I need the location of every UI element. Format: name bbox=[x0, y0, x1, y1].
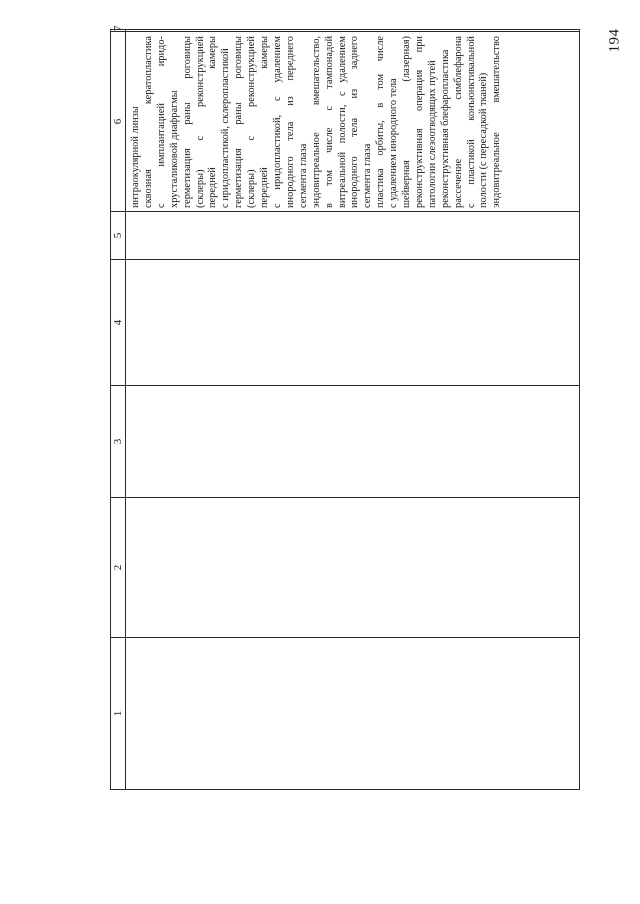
column-number-7: 7 bbox=[112, 25, 124, 31]
procedure-line: шейверная (лазерная) bbox=[401, 36, 413, 208]
procedure-line: инородного тела из заднего bbox=[349, 36, 361, 208]
procedure-line: герметизация раны роговицы bbox=[233, 36, 245, 208]
procedure-line: с пластикой конъюнктивальной bbox=[465, 36, 477, 208]
procedure-lines bbox=[130, 36, 504, 208]
procedure-line: с удалением инородного тела bbox=[388, 78, 400, 208]
column-number-6: 6 bbox=[111, 32, 126, 212]
column-number-1: 1 bbox=[111, 638, 126, 790]
procedure-line: передней камеры bbox=[259, 36, 271, 208]
column-number-row bbox=[111, 30, 126, 790]
procedure-line: передней камеры bbox=[207, 36, 219, 208]
procedure-line: с имплантацией иридо- bbox=[155, 36, 167, 208]
page-number-text: 194 bbox=[606, 28, 623, 52]
rotated-table bbox=[110, 25, 580, 790]
procedure-line: эндовитреальное вмешательство bbox=[491, 36, 503, 208]
procedure-line: с иридопластикой, склеропластикой bbox=[220, 48, 232, 208]
procedure-line: сегмента глаза bbox=[297, 143, 309, 208]
procedure-line: патологии слезоотводящих путей bbox=[426, 60, 438, 208]
table-cell-col3 bbox=[126, 386, 580, 498]
column-number-3: 3 bbox=[111, 386, 126, 498]
procedure-line: рассечение симблефарона bbox=[452, 36, 464, 208]
procedure-line: пластика орбиты, в том числе bbox=[375, 36, 387, 208]
procedure-line: витреальной полости, с удалением bbox=[336, 36, 348, 208]
procedure-line: герметизация раны роговицы bbox=[181, 36, 193, 208]
procedure-line: сквозная кератопластика bbox=[142, 36, 154, 208]
table-row bbox=[126, 30, 580, 790]
procedure-line: с иридопластикой, с удалением bbox=[271, 36, 283, 208]
procedure-line: реконструктивная операция при bbox=[413, 36, 425, 208]
procedure-line: хрусталиковой диафрагмы bbox=[168, 90, 180, 208]
table-cell-col7 bbox=[126, 30, 580, 32]
column-number-4: 4 bbox=[111, 260, 126, 386]
procedure-line: (склеры) с реконструкцией bbox=[246, 36, 258, 208]
table-cell-col4 bbox=[126, 260, 580, 386]
page-number bbox=[590, 20, 640, 60]
table-cell-col6-procedures bbox=[126, 32, 580, 212]
procedure-line: интраокулярной линзы bbox=[130, 106, 141, 208]
table-cell-col1 bbox=[126, 638, 580, 790]
procedure-line: инородного тела из переднего bbox=[284, 36, 296, 208]
table-cell-col5 bbox=[126, 212, 580, 260]
procedure-line: в том числе с тампонадой bbox=[323, 36, 335, 208]
medical-procedures-table bbox=[110, 25, 580, 790]
procedure-line: эндовитреальное вмешательство, bbox=[310, 36, 322, 208]
procedure-line: сегмента глаза bbox=[362, 143, 374, 208]
procedure-line: полости (с пересадкой тканей) bbox=[478, 72, 490, 208]
procedure-line: реконструктивная блефаропластика bbox=[439, 49, 451, 208]
column-number-2: 2 bbox=[111, 498, 126, 638]
procedure-line: (склеры) с реконструкцией bbox=[194, 36, 206, 208]
rotated-table-wrapper bbox=[110, 25, 580, 790]
table-cell-col2 bbox=[126, 498, 580, 638]
column-number-5: 5 bbox=[111, 212, 126, 260]
